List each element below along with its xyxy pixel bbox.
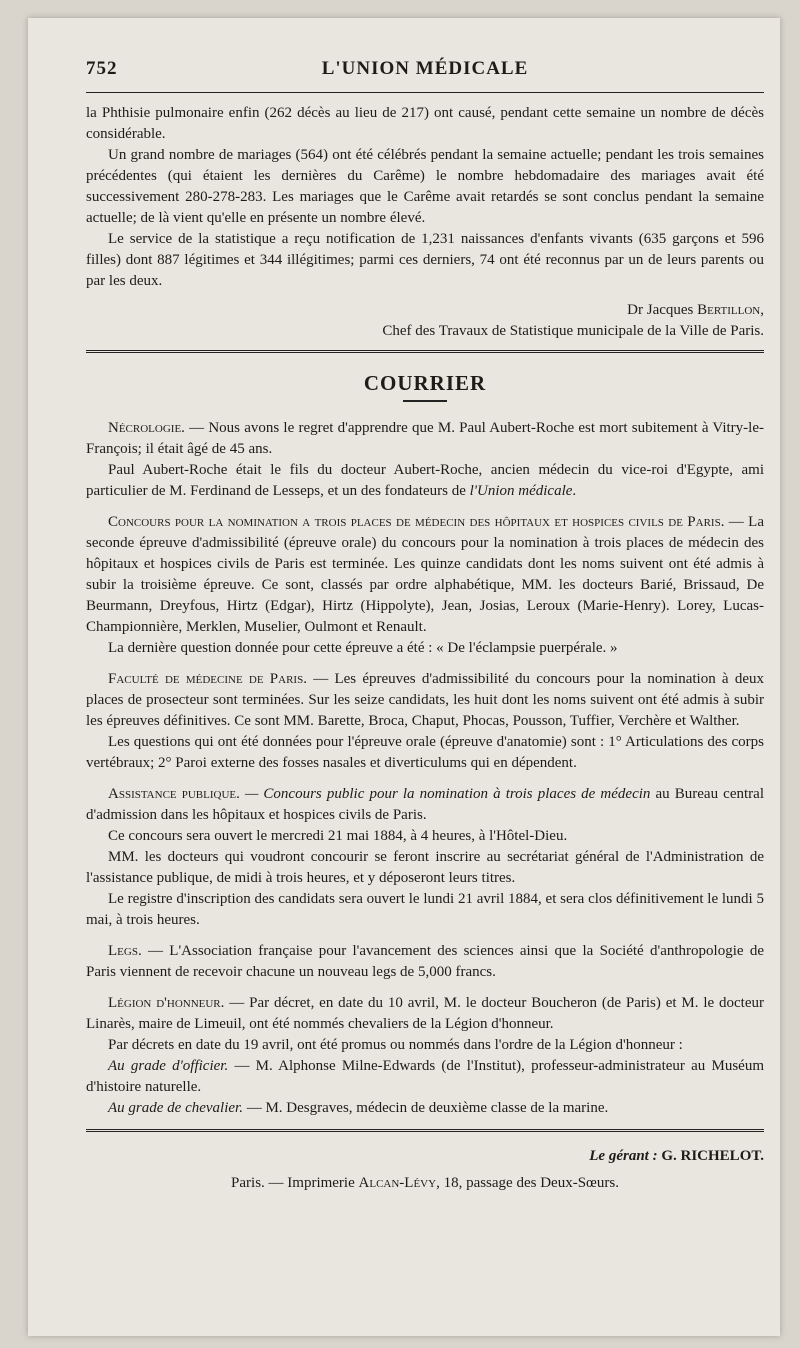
assistance-paragraph [86, 784, 764, 826]
faculte-item [86, 669, 764, 774]
assistance-heading: Assistance publique. [108, 786, 240, 802]
necrologie-p2-prefix: Paul Aubert-Roche était le fils du docteur Aubert-Roche, ancien médecin du vice-roi d'Egypte, ami particulier de M. Ferdinand de Lesseps, et un des fondateurs de [86, 462, 764, 499]
printer-line [86, 1175, 764, 1192]
printer-suffix: , 18, passage des Deux-Sœurs. [436, 1175, 619, 1191]
journal-page [28, 18, 780, 1336]
concours-paragraph [86, 512, 764, 638]
officier-label: Au grade d'officier. [108, 1058, 229, 1074]
footer-divider [86, 1129, 764, 1132]
printer-name: Alcan-Lévy [358, 1175, 437, 1191]
chevalier-text: — M. Desgraves, médecin de deuxième classe de la marine. [242, 1100, 609, 1116]
concours-paragraph-2: La dernière question donnée pour cette épreuve a été : « De l'éclampsie puerpérale. » [108, 640, 618, 656]
signature-suffix: , [760, 302, 764, 318]
concours-text: — La seconde épreuve d'admissibilité (épreuve orale) du concours pour la nomination à trois places de médecin des hôpitaux et hospices civils de Paris est terminée. Les quinze candidats dont les noms suivent ont été admis à subir la troisième épreuve. Ce sont, classés par ordre alphabétique, MM. les docteurs Barié, Brissaud, De Beurmann, Dreyfous, Hirtz (Edgar), Hirtz (Hippolyte), Jean, Josias, Leroux (Marie-Henry). Lorey, Lucas-Championnière, Merklen, Muselier, Oulmont et Renault. [86, 514, 764, 635]
courrier-title: COURRIER [363, 371, 487, 395]
chevalier-label: Au grade de chevalier. [108, 1100, 243, 1116]
gerant-label: Le gérant : [589, 1148, 662, 1164]
legion-text: — Par décret, en date du 10 avril, M. le docteur Boucheron (de Paris) et M. le docteur Linarès, maire de Limeuil, ont été nommés chevaliers de la Légion d'honneur. [86, 995, 764, 1032]
legion-paragraph-2: Par décrets en date du 19 avril, ont été promus ou nommés dans l'ordre de la Légion d'honneur : [108, 1037, 683, 1053]
necrologie-heading: Nécrologie. [108, 420, 185, 436]
journal-title: L'UNION MÉDICALE [321, 58, 529, 79]
faculte-heading: Faculté de médecine de Paris. [108, 671, 307, 687]
title-underline [403, 400, 447, 402]
officier-text: — M. Alphonse Milne-Edwards (de l'Institut), professeur-administrateur au Muséum d'histoire naturelle. [86, 1058, 764, 1095]
legs-item [86, 941, 764, 983]
signature-title: Chef des Travaux de Statistique municipale de la Ville de Paris. [382, 323, 764, 339]
concours-heading: Concours pour la nomination a trois places de médecin des hôpitaux et hospices civils de Paris. [108, 514, 725, 530]
signature-name [86, 300, 764, 321]
section-divider [86, 350, 764, 353]
faculte-paragraph [86, 669, 764, 732]
legs-text: — L'Association française pour l'avancement des sciences ainsi que la Société d'anthropologie de Paris viennent de recevoir chacune un nouveau legs de 5,000 francs. [86, 943, 764, 980]
chevalier-paragraph [86, 1098, 764, 1119]
necrologie-p2-suffix: . [572, 483, 577, 499]
concours-item [86, 512, 764, 659]
page-number: 752 [86, 58, 118, 79]
faculte-text: — Les épreuves d'admissibilité du concours pour la nomination à deux places de prosecteur sont terminées. Sur les seize candidats, les huit dont les noms suivent ont été admis à subir les épreuves définitives. Ce sont MM. Barette, Broca, Chaput, Phocas, Pousson, Tuffier, Verchère et Walther. [86, 671, 764, 729]
necrologie-text: — Nous avons le regret d'apprendre que M. Paul Aubert-Roche est mort subitement à Vitry-le-François; il était âgé de 45 ans. [86, 420, 764, 457]
legs-heading: Legs. [108, 943, 142, 959]
faculte-paragraph-2: Les questions qui ont été données pour l'épreuve orale (épreuve d'anatomie) sont : 1° Articulations des corps vertébraux; 2° Paroi externe des fosses nasales et diverticulums qui en dépendent. [86, 734, 764, 771]
header-rule [86, 92, 764, 93]
running-head [86, 58, 764, 86]
assistance-paragraph-3: MM. les docteurs qui voudront concourir se feront inscrire au secrétariat général de l'Administration de l'assistance publique, de midi à trois heures, et y déposeront leurs titres. [86, 849, 764, 886]
signature-surname: Bertillon [697, 302, 761, 318]
gerant-name: G. RICHELOT. [661, 1148, 764, 1164]
legs-paragraph [86, 941, 764, 983]
statistics-paragraph-3: Le service de la statistique a reçu notification de 1,231 naissances d'enfants vivants (635 garçons et 596 filles) dont 887 légitimes et 344 illégitimes; parmi ces derniers, 74 ont été reconnus par un de leurs parents ou par les deux. [86, 231, 764, 289]
legion-heading: Légion d'honneur. [108, 995, 225, 1011]
page-content [86, 58, 764, 1192]
legion-paragraph [86, 993, 764, 1035]
necrologie-paragraph [86, 418, 764, 460]
necrologie-paragraph-2 [86, 460, 764, 502]
assistance-paragraph-2: Ce concours sera ouvert le mercredi 21 mai 1884, à 4 heures, à l'Hôtel-Dieu. [108, 828, 568, 844]
necrologie-item [86, 418, 764, 502]
printer-prefix: Paris. — Imprimerie [231, 1175, 359, 1191]
signature-prefix: Dr Jacques [627, 302, 698, 318]
legion-item [86, 993, 764, 1119]
gerant-signature [86, 1148, 764, 1165]
assistance-item [86, 784, 764, 931]
statistics-paragraph-2: Un grand nombre de mariages (564) ont été célébrés pendant la semaine actuelle; pendant les trois semaines précédentes (qui étaient les dernières du Carême) le nombre hebdomadaire des mariages avait été successivement 280-278-283. Les mariages que le Carême avait retardés se sont conclus pendant la semaine actuelle; de là vient qu'elle en présente un nombre élevé. [86, 147, 764, 226]
statistics-paragraph-1: la Phthisie pulmonaire enfin (262 décès au lieu de 217) ont causé, pendant cette semaine un nombre de décès considérable. [86, 105, 764, 142]
officier-paragraph [86, 1056, 764, 1098]
assistance-italic: — Concours public pour la nomination à trois places de médecin [239, 786, 651, 802]
assistance-paragraph-4: Le registre d'inscription des candidats sera ouvert le lundi 21 avril 1884, et sera clos définitivement le lundi 5 mai, à trois heures. [86, 891, 764, 928]
journal-name: l'Union médicale [469, 483, 573, 499]
assistance-text: au Bureau central d'admission dans les hôpitaux et hospices civils de Paris. [86, 786, 764, 823]
